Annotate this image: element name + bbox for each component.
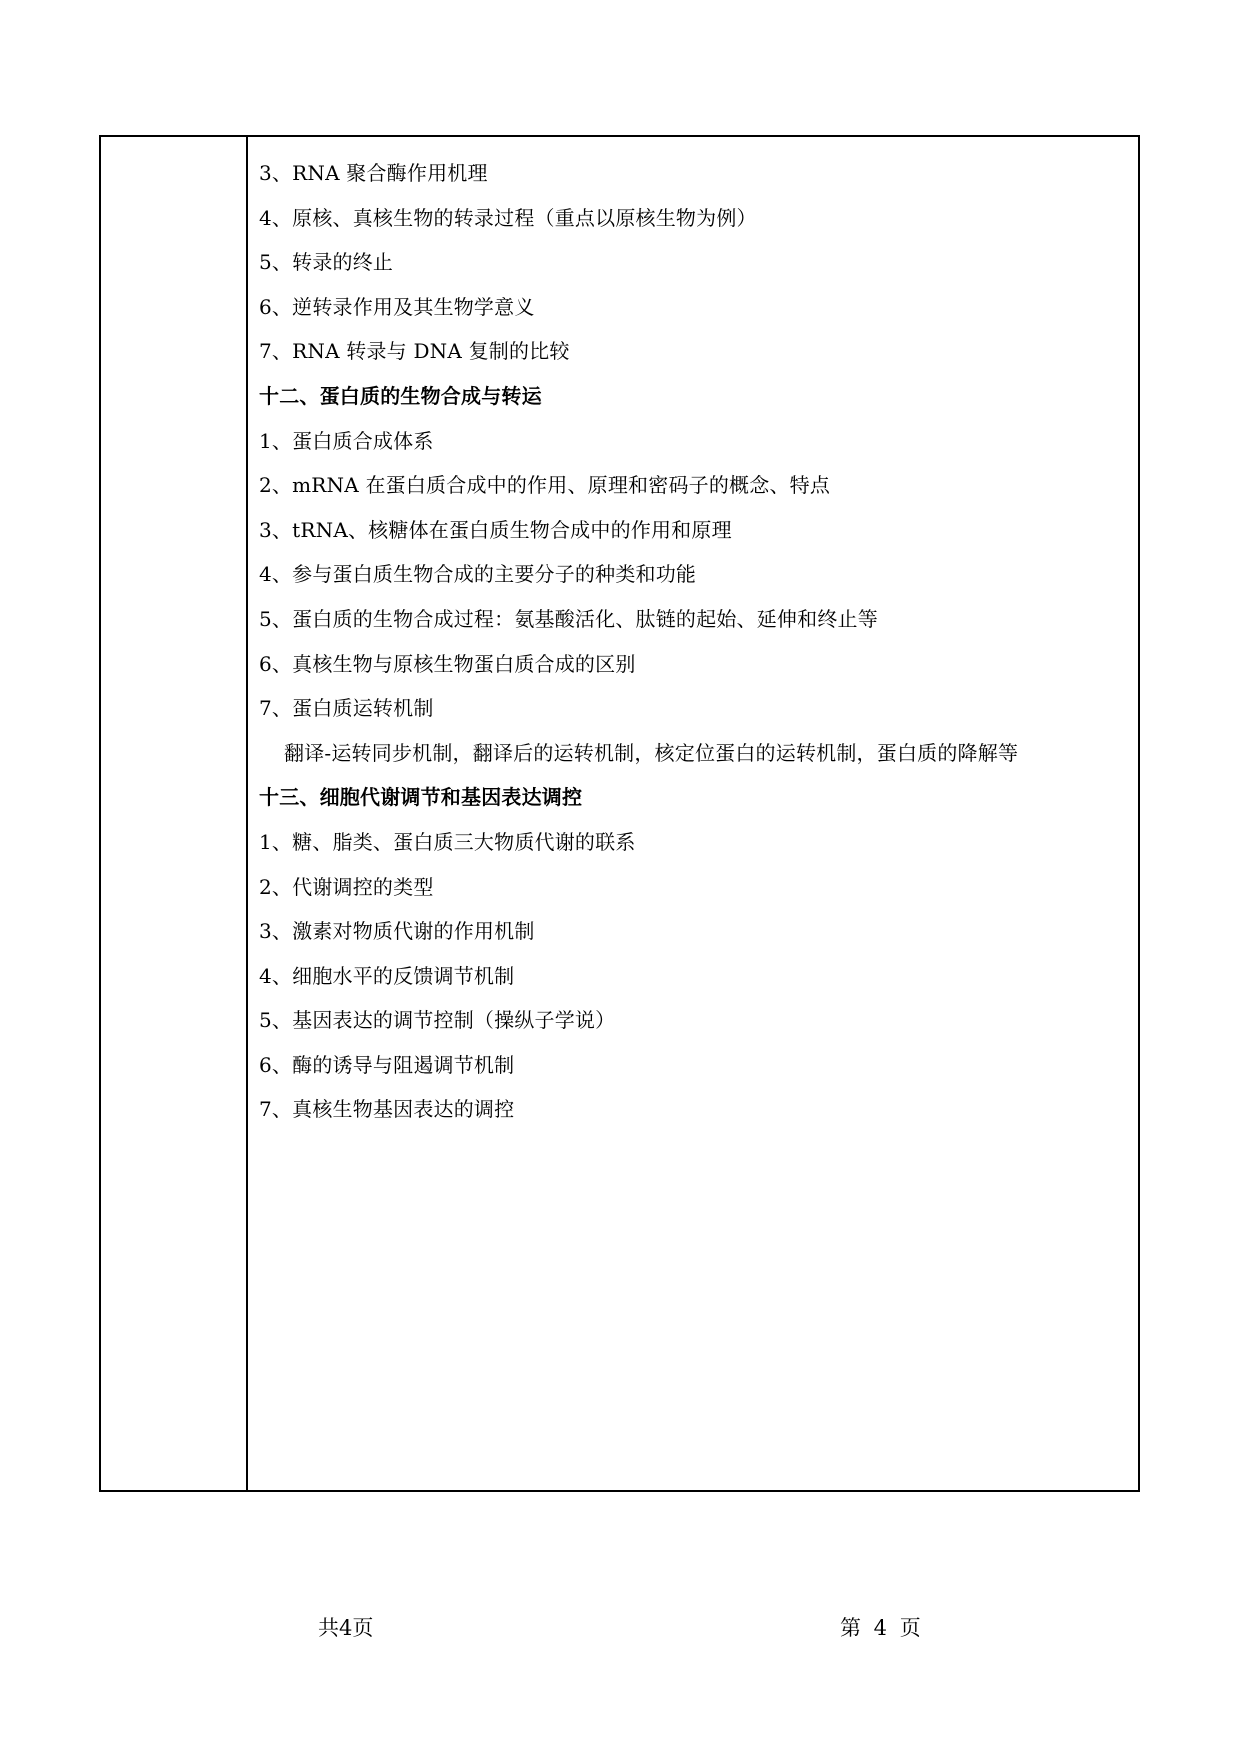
list-item: 3、tRNA、核糖体在蛋白质生物合成中的作用和原理 (259, 517, 732, 542)
list-item: 7、RNA 转录与 DNA 复制的比较 (259, 339, 570, 364)
list-item: 3、RNA 聚合酶作用机理 (259, 161, 488, 185)
list-item: 4、细胞水平的反馈调节机制 (259, 963, 515, 988)
list-item: 4、参与蛋白质生物合成的主要分子的种类和功能 (259, 562, 697, 587)
list-item: 2、mRNA 在蛋白质合成中的作用、原理和密码子的概念、特点 (259, 473, 831, 498)
list-item: 6、酶的诱导与阻遏调节机制 (259, 1052, 515, 1077)
list-item: 7、真核生物基因表达的调控 (259, 1097, 515, 1122)
list-item: 6、逆转录作用及其生物学意义 (259, 294, 535, 319)
list-item: 6、真核生物与原核生物蛋白质合成的区别 (259, 651, 636, 676)
list-item: 4、原核、真核生物的转录过程（重点以原核生物为例） (259, 205, 757, 230)
syllabus-table (99, 135, 1140, 1492)
list-item-detail: 翻译-运转同步机制，翻译后的运转机制，核定位蛋白的运转机制，蛋白质的降解等 (284, 740, 1019, 765)
list-item: 7、蛋白质运转机制 (259, 696, 434, 721)
list-item: 2、代谢调控的类型 (259, 874, 434, 899)
footer-total-pages: 共4页 (318, 1616, 374, 1640)
list-item: 1、蛋白质合成体系 (259, 428, 434, 453)
list-item: 1、糖、脂类、蛋白质三大物质代谢的联系 (259, 829, 636, 854)
list-item: 3、激素对物质代谢的作用机制 (259, 919, 535, 944)
section-heading: 十二、蛋白质的生物合成与转运 (259, 383, 542, 408)
table-content-column (248, 137, 1138, 1490)
list-item: 5、基因表达的调节控制（操纵子学说） (259, 1008, 616, 1033)
list-item: 5、蛋白质的生物合成过程：氨基酸活化、肽链的起始、延伸和终止等 (259, 606, 878, 631)
list-item: 5、转录的终止 (259, 250, 394, 275)
table-left-column (101, 137, 248, 1490)
section-heading: 十三、细胞代谢调节和基因表达调控 (259, 785, 583, 810)
footer-page-number: 第 4 页 (840, 1616, 921, 1640)
